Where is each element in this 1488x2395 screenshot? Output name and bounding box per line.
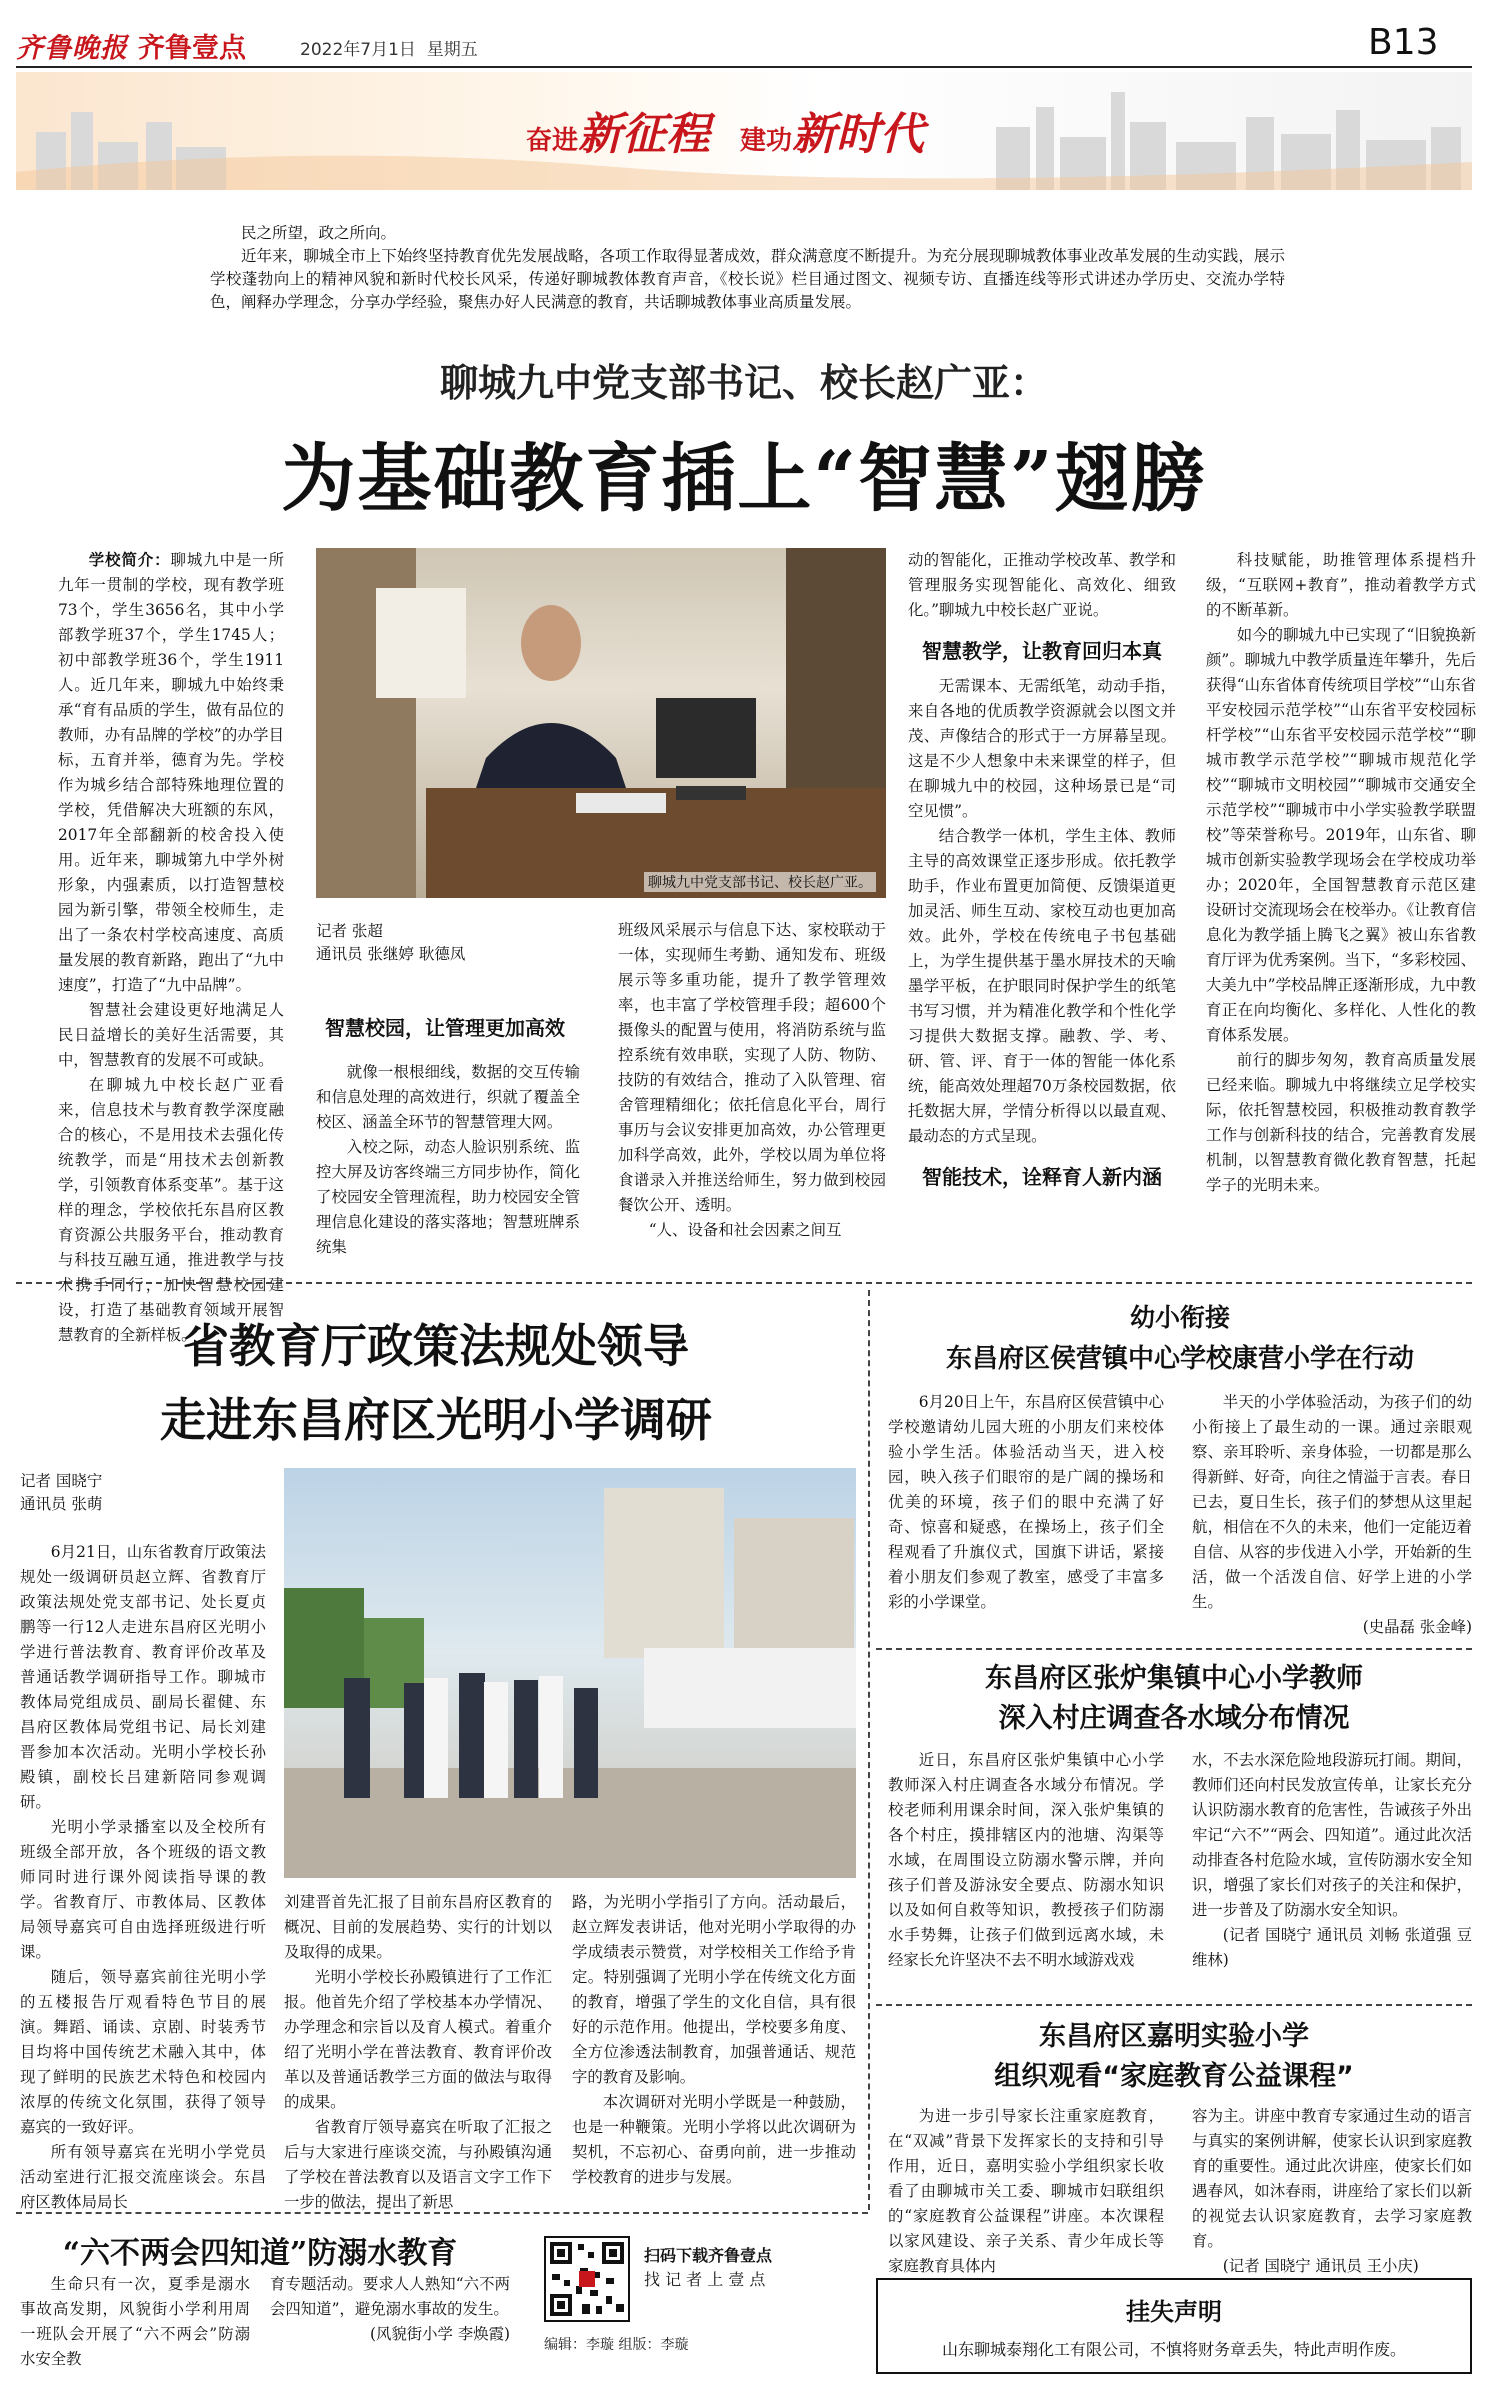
- art2-headline-1: 省教育厅政策法规处领导: [183, 1319, 689, 1373]
- art4-col-2: 水，不去水深危险地段游玩打闹。期间，教师们还向村民发放宣传单，让家长充分认识防溺水教育的危害性，告诫孩子外出牢记“六不”“两会、四知道”。通过此次活动排查各村危险水域，宣传防溺水安全知识，增强了家长们对孩子的关注和保护，进一步普及了防溺水安全知识。 (记者 国晓宁 通讯员 刘畅 张道强 豆维林): [1192, 1751, 1472, 1969]
- banner-text-3: 建功: [740, 126, 793, 156]
- qr-code[interactable]: [544, 2236, 630, 2322]
- art2-col-1: 6月21日，山东省教育厅政策法规处一级调研员赵立辉、省教育厅政策法规处党支部书记、处长夏贞鹏等一行12人走进东昌府区光明小学进行普法教育、教育评价改革及普通话教学调研指导工作。聊城市教体局党组成员、副局长翟健、东昌府区教体局党组书记、局长刘建晋参加本次活动。光明小学校长孙殿镇，副校长吕建新陪同参观调研。 光明小学录播室以及全校所有班级全部开放，各个班级的语文教师同时进行课外阅读指导课的教学。省教育厅、市教体局、区教体局领导嘉宾可自由选择班级进行听课。 随后，领导嘉宾前往光明小学的五楼报告厅观看特色节目的展演。舞蹈、诵读、京剧、时装秀节目均将中国传统艺术融入其中，体现了鲜明的民族艺术特色和校园内浓厚的传统文化氛围，获得了领导嘉宾的一致好评。 所有领导嘉宾在光明小学党员活动室进行汇报交流座谈会。东昌府区教体局局长: [20, 1543, 266, 2211]
- intro-paragraph: 近年来，聊城全市上下始终坚持教育优先发展战略，各项工作取得显著成效，群众满意度不断提升。为充分展现聊城教体事业改革发展的生动实践，展示学校蓬勃向上的精神风貌和新时代校长风采，传递好聊城教体教育声音，《校长说》栏目通过图文、视频专访、直播连线等形式讲述办学历史、交流办学特色，阐释办学理念，分享办学经验，聚焦办好人民满意的教育，共话聊城教体事业高质量发展。: [210, 247, 1285, 311]
- sub-smart-teaching: 智慧教学，让教育回归本真: [922, 639, 1162, 663]
- main-col-4: 动的智能化，正推动学校改革、教学和管理服务实现智能化、高效化、细致化。”聊城九中校长赵广亚说。 智慧教学，让教育回归本真 无需课本、无需纸笔，动动手指，来自各地的优质教学资源就会以图文并茂、声像结合的形式于一方屏幕呈现。这是不少人想象中未来课堂的样子，但在聊城九中的校园，这种场景已是“司空见惯”。 结合教学一体机，学生主体、教师主导的高效课堂正逐步形成。依托教学助手，作业布置更加简便、反馈渠道更加灵活、师生互动、家校互动也更加高效。此外，学校在传统电子书包基础上，为学生提供基于墨水屏技术的天喻墨学平板，在护眼同时保护学生的纸笔书写习惯，并为精准化教学和个性化学习提供大数据支撑。融教、学、考、研、管、评、育于一体的智能一体化系统，能高效处理超70万条校园数据，依托数据大屏，学情分析得以以最直观、最动态的方式呈现。 智能技术，诠释育人新内涵: [908, 551, 1176, 1189]
- qr-code-icon: [546, 2238, 628, 2320]
- paper-name-2: 齐鲁壹点: [138, 32, 246, 64]
- banner-text-4: 新时代: [792, 109, 925, 160]
- art5-col-1: 为进一步引导家长注重家庭教育，在“双减”背景下发挥家长的支持和引导作用，近日，嘉明实验小学组织家长收看了由聊城市关工委、聊城市妇联组织的“家庭教育公益课程”讲座。本次课程以家风建设、亲子关系、青少年成长等家庭教育具体内: [888, 2107, 1164, 2275]
- qr-text: 扫码下载齐鲁壹点 找 记 者 上 壹 点: [644, 2246, 773, 2289]
- editor-credit: 编辑：李璇 组版：李璇: [544, 2337, 689, 2353]
- visit-illustration: [284, 1468, 856, 1878]
- art5-headline-2: 组织观看“家庭教育公益课程”: [994, 2061, 1354, 2092]
- intro: [210, 222, 1285, 314]
- notice-text: 山东聊城泰翔化工有限公司，不慎将财务章丢失，特此声明作废。: [941, 2340, 1406, 2359]
- principal-photo: [316, 548, 886, 898]
- paper-name-1: 齐鲁晚报: [16, 32, 128, 64]
- art3-col-2: 半天的小学体验活动，为孩子们的幼小衔接上了最生动的一课。通过亲眼观察、亲耳聆听、亲身体验，一切都是那么得新鲜、好奇，向往之情溢于言表。春日已去，夏日生长，孩子们的梦想从这里起航，相信在不久的未来，他们一定能迈着自信、从容的步伐进入小学，开始新的生活，做一个活泼自信、好学上进的小学生。 (史晶磊 张金峰): [1192, 1393, 1472, 1636]
- main-byline: 记者 张超 通讯员 张继婷 耿德凤: [316, 922, 466, 963]
- art4-divider: [876, 1648, 1472, 1650]
- art2-col-3: 路，为光明小学指引了方向。活动最后，赵立辉发表讲话，他对光明小学取得的办学成绩表示赞赏，对学校相关工作给予肯定。特别强调了光明小学在传统文化方面的教育，增强了学生的文化自信，具有很好的示范作用。他提出，学校要多角度、全方位渗透法制教育，加强普通话、规范字的教育及影响。 本次调研对光明小学既是一种鼓励，也是一种鞭策。光明小学将以此次调研为契机，不忘初心、奋勇向前，进一步推动学校教育的进步与发展。: [572, 1893, 856, 2186]
- banner-text-2: 新征程: [578, 109, 711, 160]
- banner: [16, 72, 1472, 190]
- art4-headline-2: 深入村庄调查各水域分布情况: [998, 1703, 1350, 1734]
- art2-col-2: 刘建晋首先汇报了目前东昌府区教育的概况、目前的发展趋势、实行的计划以及取得的成果。 光明小学校长孙殿镇进行了工作汇报。他首先介绍了学校基本办学情况、办学理念和宗旨以及育人模式。着重介绍了光明小学在普法教育、教育评价改革以及普通话教学三方面的做法与取得的成果。 省教育厅领导嘉宾在听取了汇报之后与大家进行座谈交流，与孙殿镇沟通了学校在普法教育以及语言文字工作下一步的做法，提出了新思: [284, 1893, 552, 2211]
- main-col-3: 班级风采展示与信息下达、家校联动于一体，实现师生考勤、通知发布、班级展示等多重功能，提升了教学管理效率，也丰富了学校管理手段；超600个摄像头的配置与使用，将消防系统与监控系统有效串联，实现了人防、物防、技防的有效结合，推动了入队管理、宿舍管理精细化；依托信息化平台，周行事历与会议安排更加高效，办公管理更加科学高效，此外，学校以周为单位将食谱录入并推送给师生，努力做到校园餐饮公开、透明。 “人、设备和社会因素之间互: [618, 921, 886, 1239]
- art6-divider: [16, 2212, 868, 2214]
- page-number: B13: [1368, 22, 1439, 63]
- lost-notice: [876, 2278, 1472, 2374]
- principal-illustration: [316, 548, 886, 898]
- art5-headline-1: 东昌府区嘉明实验小学: [1039, 2021, 1309, 2052]
- section-divider: [16, 1282, 1472, 1284]
- art6-col-2: 育专题活动。要求人人熟知“六不两会四知道”，避免溺水事故的发生。 (风貌街小学 李焕霞): [270, 2275, 510, 2343]
- sub-smart-tech: 智能技术，诠释育人新内涵: [922, 1165, 1162, 1189]
- sub-smart-campus: 智慧校园，让管理更加高效: [325, 1016, 565, 1040]
- banner-text-1: 奋进: [526, 126, 579, 156]
- main-headline: 为基础教育插上“智慧”翅膀: [281, 436, 1207, 522]
- masthead: [16, 28, 246, 62]
- main-col-5: 科技赋能，助推管理体系提档升级，“互联网+教育”，推动着教学方式的不断革新。 如今的聊城九中已实现了“旧貌换新颜”。聊城九中教学质量连年攀升，先后获得“山东省体育传统项目学校”“山东省平安校园示范学校”“山东省平安校园标杆学校”“山东省平安校园示范学校”“聊城市教学示范学校”“聊城市规范化学校”“聊城市文明校园”“聊城市交通安全示范学校”“聊城市中小学实验教学联盟校”等荣誉称号。2019年，山东省、聊城市创新实验教学现场会在学校成功举办；2020年，全国智慧教育示范区建设研讨交流现场会在校举办。《让教育信息化为教学插上腾飞之翼》被山东省教育厅评为优秀案例。当下，“多彩校园、大美九中”学校品牌正逐渐形成，九中教育正在向均衡化、多样化、人性化的教育体系发展。 前行的脚步匆匆，教育高质量发展已经来临。聊城九中将继续立足学校实际，依托智慧校园，积极推动教育教学工作与创新科技的结合，完善教育发展机制，以智慧教育微化教育智慧，托起学子的光明未来。: [1206, 551, 1476, 1194]
- main-kicker: 聊城九中党支部书记、校长赵广亚：: [439, 361, 1048, 405]
- header-rule: [16, 66, 1472, 68]
- art3-headline-2: 东昌府区侯营镇中心学校康营小学在行动: [945, 1344, 1414, 1374]
- intro-line: 民之所望，政之所向。: [241, 224, 397, 242]
- main-col-2: 就像一根根细线，数据的交互传输和信息处理的高效进行，织就了覆盖全校区、涵盖全环节的智慧管理大网。 入校之际，动态人脸识别系统、监控大屏及访客终端三方同步协作，简化了校园安全管理流程，助力校园安全管理信息化建设的落实落地；智慧班牌系统集: [316, 1063, 580, 1256]
- art2-byline: 记者 国晓宁 通讯员 张萌: [20, 1472, 103, 1513]
- column-divider: [868, 1290, 870, 2210]
- issue-date: 2022年7月1日 星期五: [300, 40, 478, 60]
- art4-headline-1: 东昌府区张炉集镇中心小学教师: [985, 1663, 1363, 1694]
- school-intro-label: 学校简介：: [88, 551, 171, 569]
- art3-headline-1: 幼小衔接: [1129, 1303, 1230, 1332]
- art6-headline: “六不两会四知道”防溺水教育: [62, 2236, 458, 2271]
- art6-col-1: 生命只有一次，夏季是溺水事故高发期，风貌街小学利用周一班队会开展了“六不两会”防溺水安全教: [20, 2275, 250, 2368]
- school-visit-photo: [284, 1468, 856, 1878]
- art2-headline-2: 走进东昌府区光明小学调研: [160, 1393, 712, 1447]
- main-col-1: 学校简介：聊城九中是一所九年一贯制的学校，现有教学班73个，学生3656名，其中小学部教学班37个，学生1745人；初中部教学班36个，学生1911人。近几年来，聊城九中始终秉承“育有品质的学生，做有品位的教师，办有品牌的学校”的办学目标，五育并举，德育为先。学校作为城乡结合部特殊地理位置的学校，凭借解决大班额的东风，2017年全部翻新的校舍投入使用。近年来，聊城第九中学外树形象，内强素质，以打造智慧校园为新引擎，带领全校师生，走出了一条农村学校高速度、高质量发展的教育新路，跑出了“九中速度”，打造了“九中品牌”。 智慧社会建设更好地满足人民日益增长的美好生活需要，其中，智慧教育的发展不可或缺。 在聊城九中校长赵广亚看来，信息技术与教育教学深度融合的核心，不是用技术去强化传统教学，而是“用技术去创新教学，引领教育体系变革”。基于这样的理念，学校依托东昌府区教育资源公共服务平台，推动教育与科技互融互通，推进教学与技术携手同行，加快智慧校园建设，打造了基础教育领域开展智慧教育的全新样板。: [58, 551, 284, 1344]
- notice-title: 挂失声明: [1126, 2298, 1222, 2326]
- art5-col-2: 容为主。讲座中教育专家通过生动的语言与真实的案例讲解，使家长认识到家庭教育的重要性。通过此次讲座，使家长们如遇春风，如沐春雨，讲座给了家长们以新的视觉去认识家庭教育，去学习家庭教育。 (记者 国晓宁 通讯员 王小庆): [1192, 2107, 1472, 2275]
- art3-col-1: 6月20日上午，东昌府区侯营镇中心学校邀请幼儿园大班的小朋友们来校体验小学生活。体验活动当天，进入校园，映入孩子们眼帘的是广阔的操场和优美的环境，孩子们的眼中充满了好奇、惊喜和疑惑，在操场上，孩子们全程观看了升旗仪式，国旗下讲话，紧接着小朋友们参观了教室，感受了丰富多彩的小学课堂。: [888, 1393, 1164, 1611]
- photo-caption: 聊城九中党支部书记、校长赵广亚。: [644, 872, 876, 892]
- art4-col-1: 近日，东昌府区张炉集镇中心小学教师深入村庄调查各水域分布情况。学校老师利用课余时间，深入张炉集镇的各个村庄，摸排辖区内的池塘、沟渠等水域，在周围设立防溺水警示牌，并向孩子们普及游泳安全要点、防溺水知识以及如何自救等知识，教授孩子们防溺水手势舞，让孩子们做到远离水域，未经家长允许坚决不去不明水域游戏戏: [888, 1751, 1164, 1969]
- art5-divider: [876, 2004, 1472, 2006]
